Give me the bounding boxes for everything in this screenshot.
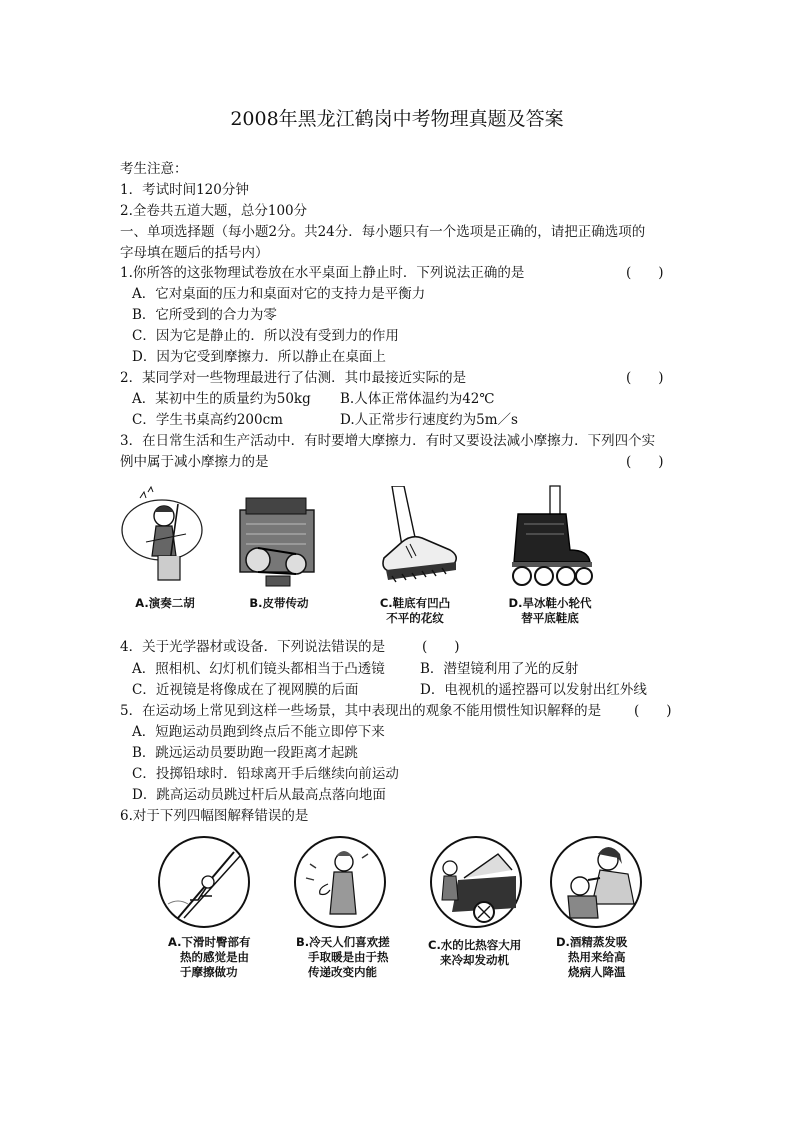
car-engine-illustration [428, 834, 524, 930]
section-heading-line2: 字母填在题后的括号内） [120, 245, 269, 261]
q3-stem-line1: 3．在日常生活和生产活动中．有时要增大摩擦力．有时又要设法减小摩擦力．下列四个实 [120, 433, 656, 449]
q3-caption-c-line2: 不平的花纹 [386, 611, 444, 625]
q5-option-a: A．短跑运动员跑到终点后不能立即停下来 [132, 724, 385, 740]
q4-option-c: C．近视镜是将像成在了视网膜的后面 [132, 682, 359, 698]
q4-option-d: D．电视机的遥控器可以发射出红外线 [420, 682, 647, 698]
q1-option-d: D．因为它受到摩擦力．所以静止在桌面上 [132, 349, 386, 365]
notes-item-1: 1．考试时间120分钟 [120, 182, 249, 198]
q6-caption-b-line1: B.冷天人们喜欢搓 [296, 935, 390, 949]
q2-option-c: C．学生书桌高约200cm [132, 412, 283, 428]
q6-caption-a-line2: 热的感觉是由 [180, 950, 249, 964]
notes-heading: 考生注意： [120, 161, 188, 177]
q6-caption-a-line3: 于摩擦做功 [180, 965, 238, 979]
q6-caption-c-line2: 来冷却发动机 [440, 953, 509, 967]
q3-caption-d-line2: 替平底鞋底 [521, 611, 579, 625]
q1-option-c: C．因为它是静止的．所以没有受到力的作用 [132, 328, 399, 344]
q1-stem: 1.你所答的这张物理试卷放在水平桌面上静止时．下列说法正确的是 [120, 265, 525, 281]
q2-option-d: D.人正常步行速度约为5m／s [340, 412, 518, 428]
q6-caption-d-line3: 烧病人降温 [568, 965, 626, 979]
q4-option-a: A．照相机、幻灯机们镜头都相当于凸透镜 [132, 661, 385, 677]
q6-caption-d-line2: 热用来给高 [568, 950, 626, 964]
erhu-player-illustration [118, 484, 208, 590]
q5-stem: 5．在运动场上常见到这样一些场景，其中表现出的观象不能用惯性知识解释的是 [120, 703, 602, 719]
q4-stem: 4．关于光学器材或设备．下列说法错误的是 [120, 639, 386, 655]
notes-item-2: 2.全卷共五道大题，总分100分 [120, 203, 308, 219]
q6-caption-d-line1: D.酒精蒸发吸 [556, 935, 628, 949]
q2-stem: 2．某同学对一些物理最进行了估测．其巾最接近实际的是 [120, 370, 467, 386]
q3-caption-c-line1: C.鞋底有凹凸 [379, 596, 451, 610]
q1-answer-blank: ( ) [626, 265, 664, 281]
section-heading-line1: 一、单项选择题（每小题2分。共24分．每小题只有一个选项是正确的，请把正确选项的 [120, 224, 646, 240]
engine-belt-drive-illustration [232, 490, 324, 590]
q6-stem: 6.对于下列四幅图解释错误的是 [120, 808, 309, 824]
q6-caption-c-line1: C.水的比热容大用 [428, 938, 522, 952]
q5-option-b: B．跳远运动员要助跑一段距离才起跳 [132, 745, 358, 761]
q5-answer-blank: ( ) [634, 703, 672, 719]
q6-caption-b-line2: 手取暖是由于热 [308, 950, 389, 964]
roller-skate-illustration [504, 484, 596, 590]
q3-caption-a: A.演奏二胡 [135, 596, 195, 610]
q6-caption-a-line1: A.下滑时臀部有 [168, 935, 251, 949]
page-title: 2008年黑龙江鹤岗中考物理真题及答案 [230, 108, 564, 130]
q4-answer-blank: ( ) [422, 639, 460, 655]
q3-caption-b: B.皮带传动 [249, 596, 309, 610]
q3-caption-d-line1: D.旱冰鞋小轮代 [508, 596, 592, 610]
q3-stem-line2: 例中属于减小摩擦力的是 [120, 454, 269, 470]
q1-option-b: B．它所受到的合力为零 [132, 307, 277, 323]
alcohol-cooling-illustration [548, 834, 644, 930]
q1-option-a: A．它对桌面的压力和桌面对它的支持力是平衡力 [132, 286, 426, 302]
q4-option-b: B．潜望镜利用了光的反射 [420, 661, 579, 677]
q5-option-d: D．跳高运动员跳过杆后从最高点落向地面 [132, 787, 386, 803]
rubbing-hands-illustration [292, 834, 388, 930]
shoe-sole-illustration [372, 486, 462, 590]
q2-option-a: A．某初中生的质量约为50kg [132, 391, 311, 407]
q3-answer-blank: ( ) [626, 454, 664, 470]
q2-answer-blank: ( ) [626, 370, 664, 386]
q5-option-c: C．投掷铅球时．铅球离开手后继续向前运动 [132, 766, 399, 782]
slide-illustration [156, 834, 252, 930]
q6-caption-b-line3: 传递改变内能 [308, 965, 377, 979]
q2-option-b: B.人体正常体温约为42℃ [340, 391, 495, 407]
